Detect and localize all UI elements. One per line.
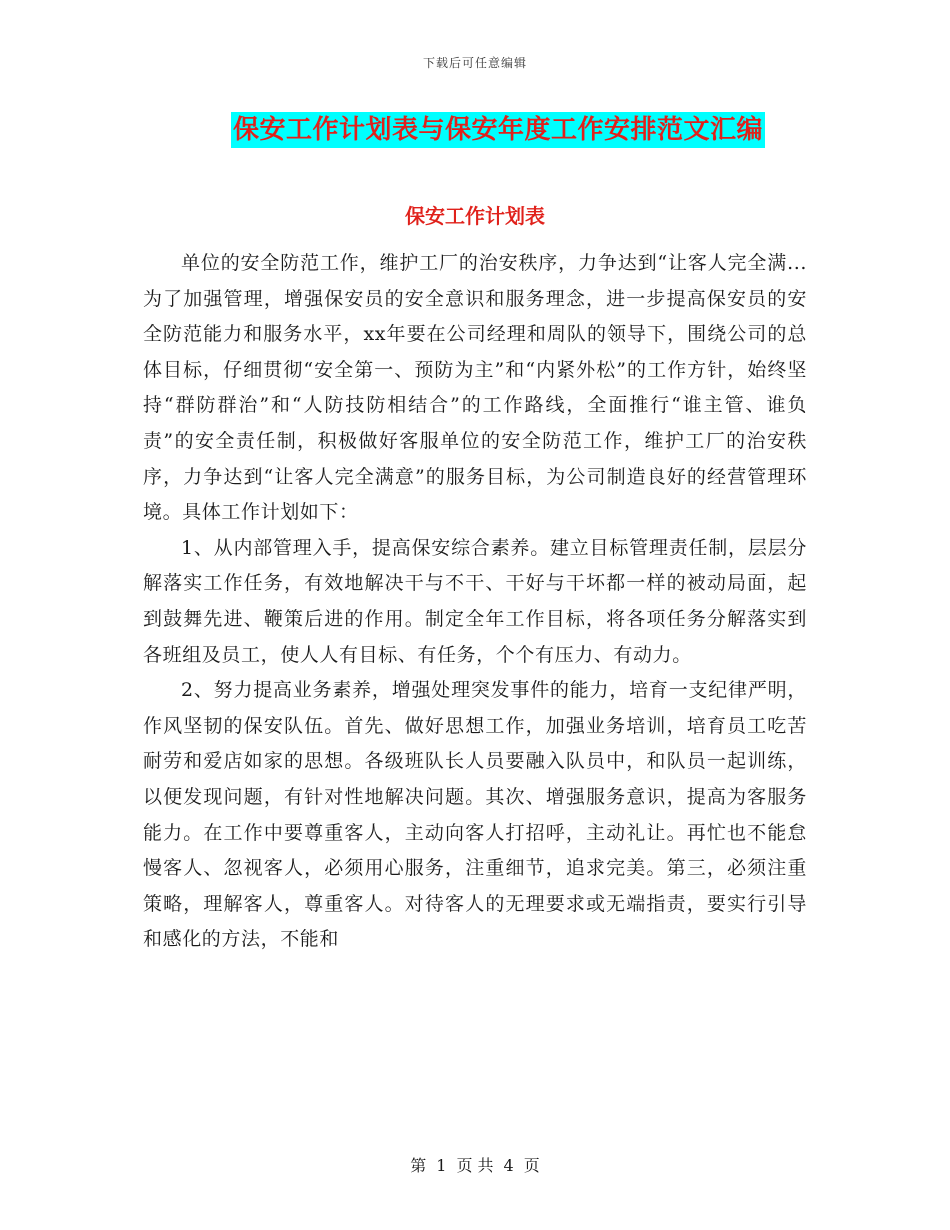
footer-prefix: 第 [410,1156,427,1175]
document-title: 保安工作计划表与保安年度工作安排范文汇编 [231,112,765,148]
paragraph-item-1: 1、从内部管理入手，提高保安综合素养。建立目标管理责任制，层层分解落实工作任务，有效地解决干与不干、干好与干坏都一样的被动局面，起到鼓舞先进、鞭策后进的作用。制定全年工作目标，将各项任务分解落实到各班组及员工，使人人有目标、有任务，个个有压力、有动力。 [143,536,807,666]
document-body [143,246,807,958]
footer-mid: 页 共 [456,1156,494,1175]
document-title-container [0,112,950,148]
section-title: 保安工作计划表 [405,204,545,228]
paragraph-intro: 单位的安全防范工作，维护工厂的治安秩序，力争达到“让客人完全满...为了加强管理，增强保安员的安全意识和服务理念，进一步提高保安员的安全防范能力和服务水平，xx年要在公司经理和周队的领导下，围绕公司的总体目标，仔细贯彻“安全第一、预防为主”和“内紧外松”的工作方针，始终坚持“群防群治”和“人防技防相结合”的工作路线，全面推行“谁主管、谁负责”的安全责任制，积极做好客服单位的安全防范工作，维护工厂的治安秩序，力争达到“让客人完全满意”的服务目标，为公司制造良好的经营管理环境。具体工作计划如下： [143,252,807,524]
paragraph-item-2: 2、努力提高业务素养，增强处理突发事件的能力，培育一支纪律严明，作风坚韧的保安队伍。首先、做好思想工作，加强业务培训，培育员工吃苦耐劳和爱店如家的思想。各级班队长人员要融入队员中，和队员一起训练，以便发现问题，有针对性地解决问题。其次、增强服务意识，提高为客服务能力。在工作中要尊重客人，主动向客人打招呼，主动礼让。再忙也不能怠慢客人、忽视客人，必须用心服务，注重细节，追求完美。第三，必须注重策略，理解客人，尊重客人。对待客人的无理要求或无端指责，要实行引导和感化的方法，不能和 [143,679,807,951]
footer-total-pages: 4 [503,1156,514,1175]
header-note: 下载后可任意编辑 [422,56,527,70]
page-footer [0,1153,950,1176]
footer-page-number: 1 [436,1156,447,1175]
footer-suffix: 页 [523,1156,540,1175]
